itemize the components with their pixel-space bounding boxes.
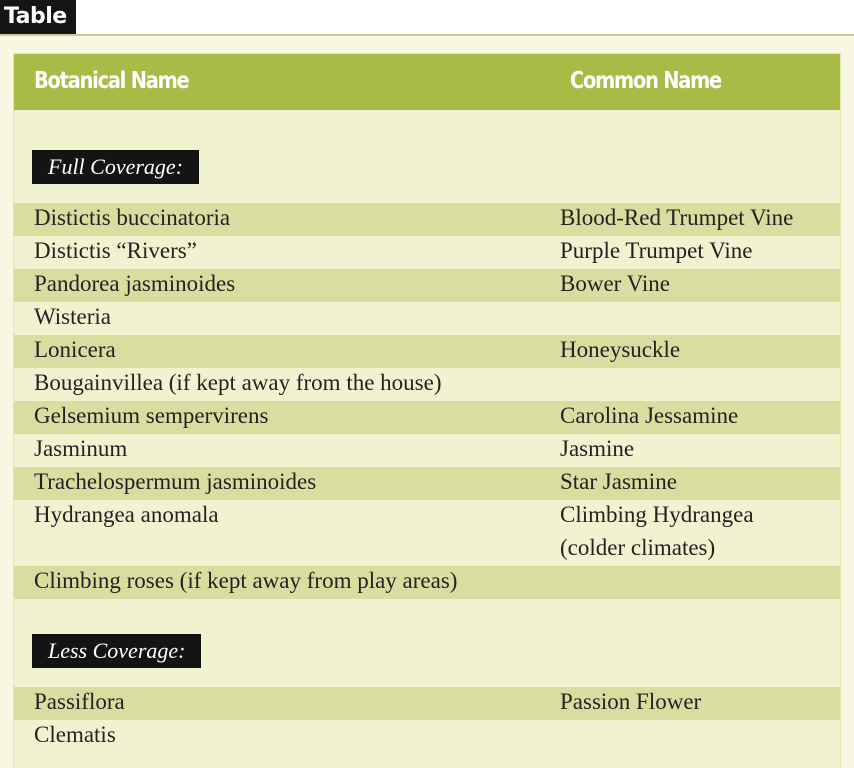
common-name-continued: (colder climates) [560, 535, 716, 560]
common-name: Purple Trumpet Vine [560, 238, 753, 263]
common-name: Honeysuckle [560, 337, 681, 362]
table-row [14, 335, 840, 368]
header-botanical-name: Botanical Name [34, 68, 189, 94]
botanical-name: Wisteria [34, 304, 111, 329]
common-name: Star Jasmine [560, 469, 677, 494]
table-row [14, 687, 840, 720]
table-row [14, 566, 840, 599]
botanical-name: Gelsemium sempervirens [34, 403, 269, 428]
table-row [14, 368, 840, 401]
common-name: Bower Vine [560, 271, 670, 296]
section-label-full-coverage: Full Coverage: [32, 150, 199, 184]
table-row [14, 434, 840, 467]
botanical-name: Jasminum [34, 436, 128, 461]
table-row [14, 203, 840, 236]
botanical-name: Distictis buccinatoria [34, 205, 231, 230]
table-row [14, 467, 840, 500]
table-row [14, 236, 840, 269]
plant-table [14, 54, 840, 768]
common-name: Blood-Red Trumpet Vine [560, 205, 794, 230]
botanical-name: Trachelospermum jasminoides [34, 469, 317, 494]
common-name: Jasmine [560, 436, 635, 461]
common-name: Passion Flower [560, 689, 702, 714]
table-tag: Table [0, 0, 76, 34]
botanical-name: Hydrangea anomala [34, 502, 219, 527]
botanical-name: Climbing roses (if kept away from play areas) [34, 568, 458, 593]
section-label-less-coverage: Less Coverage: [32, 634, 201, 668]
table-row [14, 500, 840, 566]
botanical-name: Lonicera [34, 337, 116, 362]
botanical-name: Distictis “Rivers” [34, 238, 197, 263]
table-row [14, 302, 840, 335]
common-name: Carolina Jessamine [560, 403, 739, 428]
botanical-name: Bougainvillea (if kept away from the house) [34, 370, 442, 395]
table-row [14, 269, 840, 302]
botanical-name: Pandorea jasminoides [34, 271, 236, 296]
table-row [14, 720, 840, 753]
botanical-name: Clematis [34, 722, 116, 747]
table-row [14, 401, 840, 434]
header-common-name: Common Name [570, 68, 721, 94]
table-header [14, 54, 840, 110]
botanical-name: Passiflora [34, 689, 125, 714]
common-name: Climbing Hydrangea [560, 502, 754, 527]
